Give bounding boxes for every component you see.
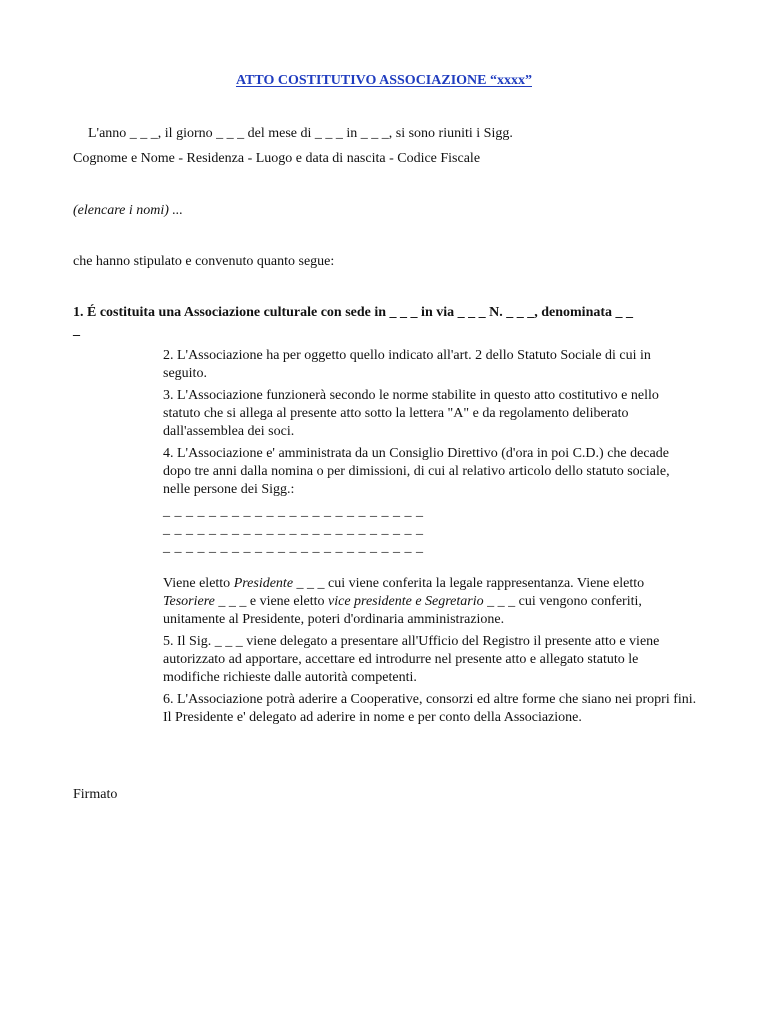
clause-5: 5. Il Sig. _ _ _ viene delegato a presentare all'Ufficio del Registro il presente atto e viene autorizzato ad apportare, accettare ed introdurre nel presente atto e allegato statuto le modifiche richieste dalle autorità competenti. (163, 634, 660, 685)
elections-text-4: _ _ _ cui vengono conferiti, unitamente al Presidente, poteri d'ordinaria amministrazione. (163, 594, 642, 627)
article-1-line-1: 1. É costituita una Associazione culturale con sede in _ _ _ in via _ _ _ N. _ _ _, denominata _ _ (73, 305, 634, 320)
clause-6: 6. L'Associazione potrà aderire a Cooperative, consorzi ed altre forme che siano nei propri fini. Il Presidente e' delegato ad aderire in nome e per conto della Associazione. (163, 692, 697, 725)
clause-3: 3. L'Associazione funzionerà secondo le norme stabilite in questo atto costitutivo e nello statuto che si allega al presente atto sotto la lettera "A" e da regolamento deliberato dall'assemblea dei soci. (163, 388, 659, 439)
article-1 (73, 304, 698, 340)
elections-text-3: _ _ _ e viene eletto (214, 594, 328, 609)
clause-4: 4. L'Associazione e' amministrata da un Consiglio Direttivo (d'ora in poi C.D.) che decade dopo tre anni dalla nomina o per dimissioni, di cui al relativo articolo dello statuto sociale, nelle persone dei Sigg.: (163, 446, 670, 497)
names-placeholder: (elencare i nomi) ... (73, 203, 183, 218)
elections-paragraph (163, 575, 698, 629)
blank-line: _ _ _ _ _ _ _ _ _ _ _ _ _ _ _ _ _ _ _ _ _ _ _ (163, 504, 424, 519)
columns-line: Cognome e Nome - Residenza - Luogo e data di nascita - Codice Fiscale (73, 151, 481, 166)
clauses-block (163, 347, 698, 731)
document-title: ATTO COSTITUTIVO ASSOCIAZIONE “xxxx” (235, 73, 532, 88)
clause-2: 2. L'Associazione ha per oggetto quello indicato all'art. 2 dello Statuto Sociale di cui in seguito. (163, 348, 651, 381)
blank-line: _ _ _ _ _ _ _ _ _ _ _ _ _ _ _ _ _ _ _ _ _ _ _ (163, 522, 424, 537)
article-1-line-2: _ (73, 323, 80, 338)
role-president: Presidente (233, 576, 294, 591)
blank-line: _ _ _ _ _ _ _ _ _ _ _ _ _ _ _ _ _ _ _ _ _ _ _ (163, 540, 424, 555)
elections-text-2: _ _ _ cui viene conferita la legale rappresentanza. Viene eletto (293, 576, 645, 591)
signed-label: Firmato (73, 787, 118, 802)
elections-text-1: Viene eletto (163, 576, 234, 591)
role-treasurer: Tesoriere (163, 594, 215, 609)
intro-line: L'anno _ _ _, il giorno _ _ _ del mese di _ _ _ in _ _ _, si sono riuniti i Sigg. (88, 126, 513, 141)
council-members-blanks (163, 503, 698, 557)
role-vice-secretary: vice presidente e Segretario (328, 594, 484, 609)
stipulato-line: che hanno stipulato e convenuto quanto segue: (73, 254, 335, 269)
